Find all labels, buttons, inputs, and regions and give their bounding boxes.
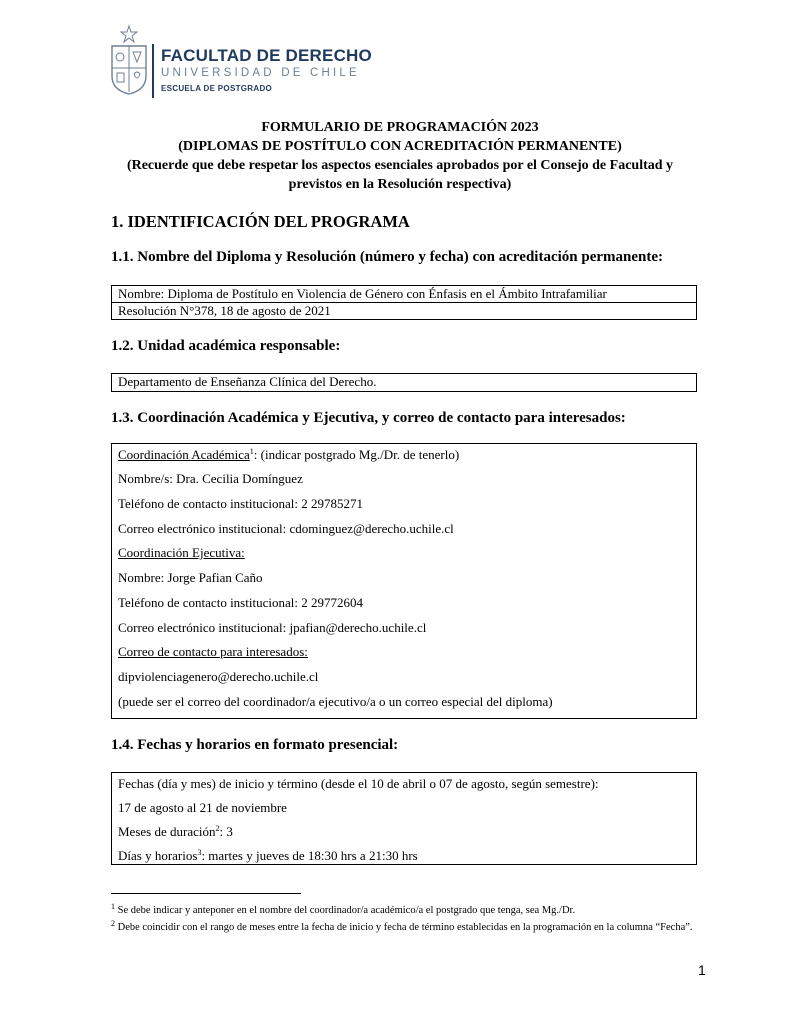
executive-coordination-label: Coordinación Ejecutiva: <box>118 545 245 560</box>
schedule-value: : martes y jueves de 18:30 hrs a 21:30 hrs <box>201 848 418 863</box>
section-1-3-heading: 1.3. Coordinación Académica y Ejecutiva, y correo de contacto para interesados: <box>111 410 626 426</box>
footnote-1-text: Se debe indicar y anteponer en el nombre del coordinador/a académico/a el postgrado que tenga, sea Mg./Dr. <box>117 905 576 916</box>
footnote-rule <box>111 893 301 894</box>
academic-unit-box <box>111 373 697 392</box>
footnote-1-number: 1 <box>111 902 115 911</box>
academic-coordinator-name: Nombre/s: Dra. Cecilia Domínguez <box>118 471 303 486</box>
contact-email: dipviolenciagenero@derecho.uchile.cl <box>118 669 319 684</box>
academic-coordination-line <box>118 447 459 463</box>
footnote-2 <box>111 920 711 935</box>
academic-coordinator-phone: Teléfono de contacto institucional: 2 29785271 <box>118 496 363 511</box>
page-number: 1 <box>698 962 706 978</box>
footnote-ref-1: 1 <box>249 447 254 456</box>
academic-coordination-label: Coordinación Académica <box>118 447 250 462</box>
program-name-box <box>111 285 697 320</box>
schedule-line <box>118 848 418 864</box>
contact-email-note: (puede ser el correo del coordinador/a ejecutivo/a o un correo especial del diploma) <box>118 694 553 709</box>
dates-value: 17 de agosto al 21 de noviembre <box>118 800 287 815</box>
section-1-4-heading: 1.4. Fechas y horarios en formato presencial: <box>111 737 399 753</box>
section-1-heading: 1. IDENTIFICACIÓN DEL PROGRAMA <box>111 212 410 231</box>
dates-label: Fechas (día y mes) de inicio y término (desde el 10 de abril o 07 de agosto, según semestre): <box>118 776 599 791</box>
contact-email-label: Correo de contacto para interesados: <box>118 644 308 659</box>
logo-university-name: UNIVERSIDAD DE CHILE <box>161 67 360 79</box>
form-note-line2: previstos en la Resolución respectiva) <box>288 177 512 192</box>
academic-coordination-note: : (indicar postgrado Mg./Dr. de tenerlo) <box>253 447 460 462</box>
duration-value: : 3 <box>219 824 233 839</box>
section-1-1-heading: 1.1. Nombre del Diploma y Resolución (número y fecha) con acreditación permanente: <box>111 249 664 265</box>
academic-coordinator-email: Correo electrónico institucional: cdominguez@derecho.uchile.cl <box>118 521 454 536</box>
academic-unit: Departamento de Enseñanza Clínica del Derecho. <box>118 374 377 389</box>
footnote-2-number: 2 <box>111 919 115 928</box>
footnote-1 <box>111 903 711 918</box>
logo-school-name: ESCUELA DE POSTGRADO <box>161 84 273 93</box>
footnote-ref-3: 3 <box>197 848 202 857</box>
executive-coordinator-email: Correo electrónico institucional: jpafian@derecho.uchile.cl <box>118 620 427 635</box>
footnote-ref-2: 2 <box>215 824 220 833</box>
university-seal-logo <box>108 24 150 96</box>
form-note-line1: (Recuerde que debe respetar los aspectos esenciales aprobados por el Consejo de Facultad y <box>126 158 674 173</box>
schedule-label: Días y horarios <box>118 848 198 863</box>
dates-box <box>111 772 697 865</box>
form-title: FORMULARIO DE PROGRAMACIÓN 2023 <box>261 120 539 135</box>
form-subtitle: (DIPLOMAS DE POSTÍTULO CON ACREDITACIÓN PERMANENTE) <box>178 139 622 154</box>
program-resolution: Resolución N°378, 18 de agosto de 2021 <box>112 302 696 319</box>
executive-coordinator-phone: Teléfono de contacto institucional: 2 29772604 <box>118 595 363 610</box>
duration-line <box>118 824 233 840</box>
logo-divider <box>152 44 154 98</box>
executive-coordinator-name: Nombre: Jorge Pafian Caño <box>118 570 263 585</box>
section-1-2-heading: 1.2. Unidad académica responsable: <box>111 338 341 354</box>
coordination-box <box>111 443 697 719</box>
logo-faculty-name: FACULTAD DE DERECHO <box>161 46 372 65</box>
program-name: Nombre: Diploma de Postítulo en Violencia de Género con Énfasis en el Ámbito Intrafamiliar <box>118 286 607 301</box>
duration-label: Meses de duración <box>118 824 216 839</box>
footnote-2-text: Debe coincidir con el rango de meses entre la fecha de inicio y fecha de término establecidas en la programación en la columna “Fecha”. <box>117 922 693 933</box>
